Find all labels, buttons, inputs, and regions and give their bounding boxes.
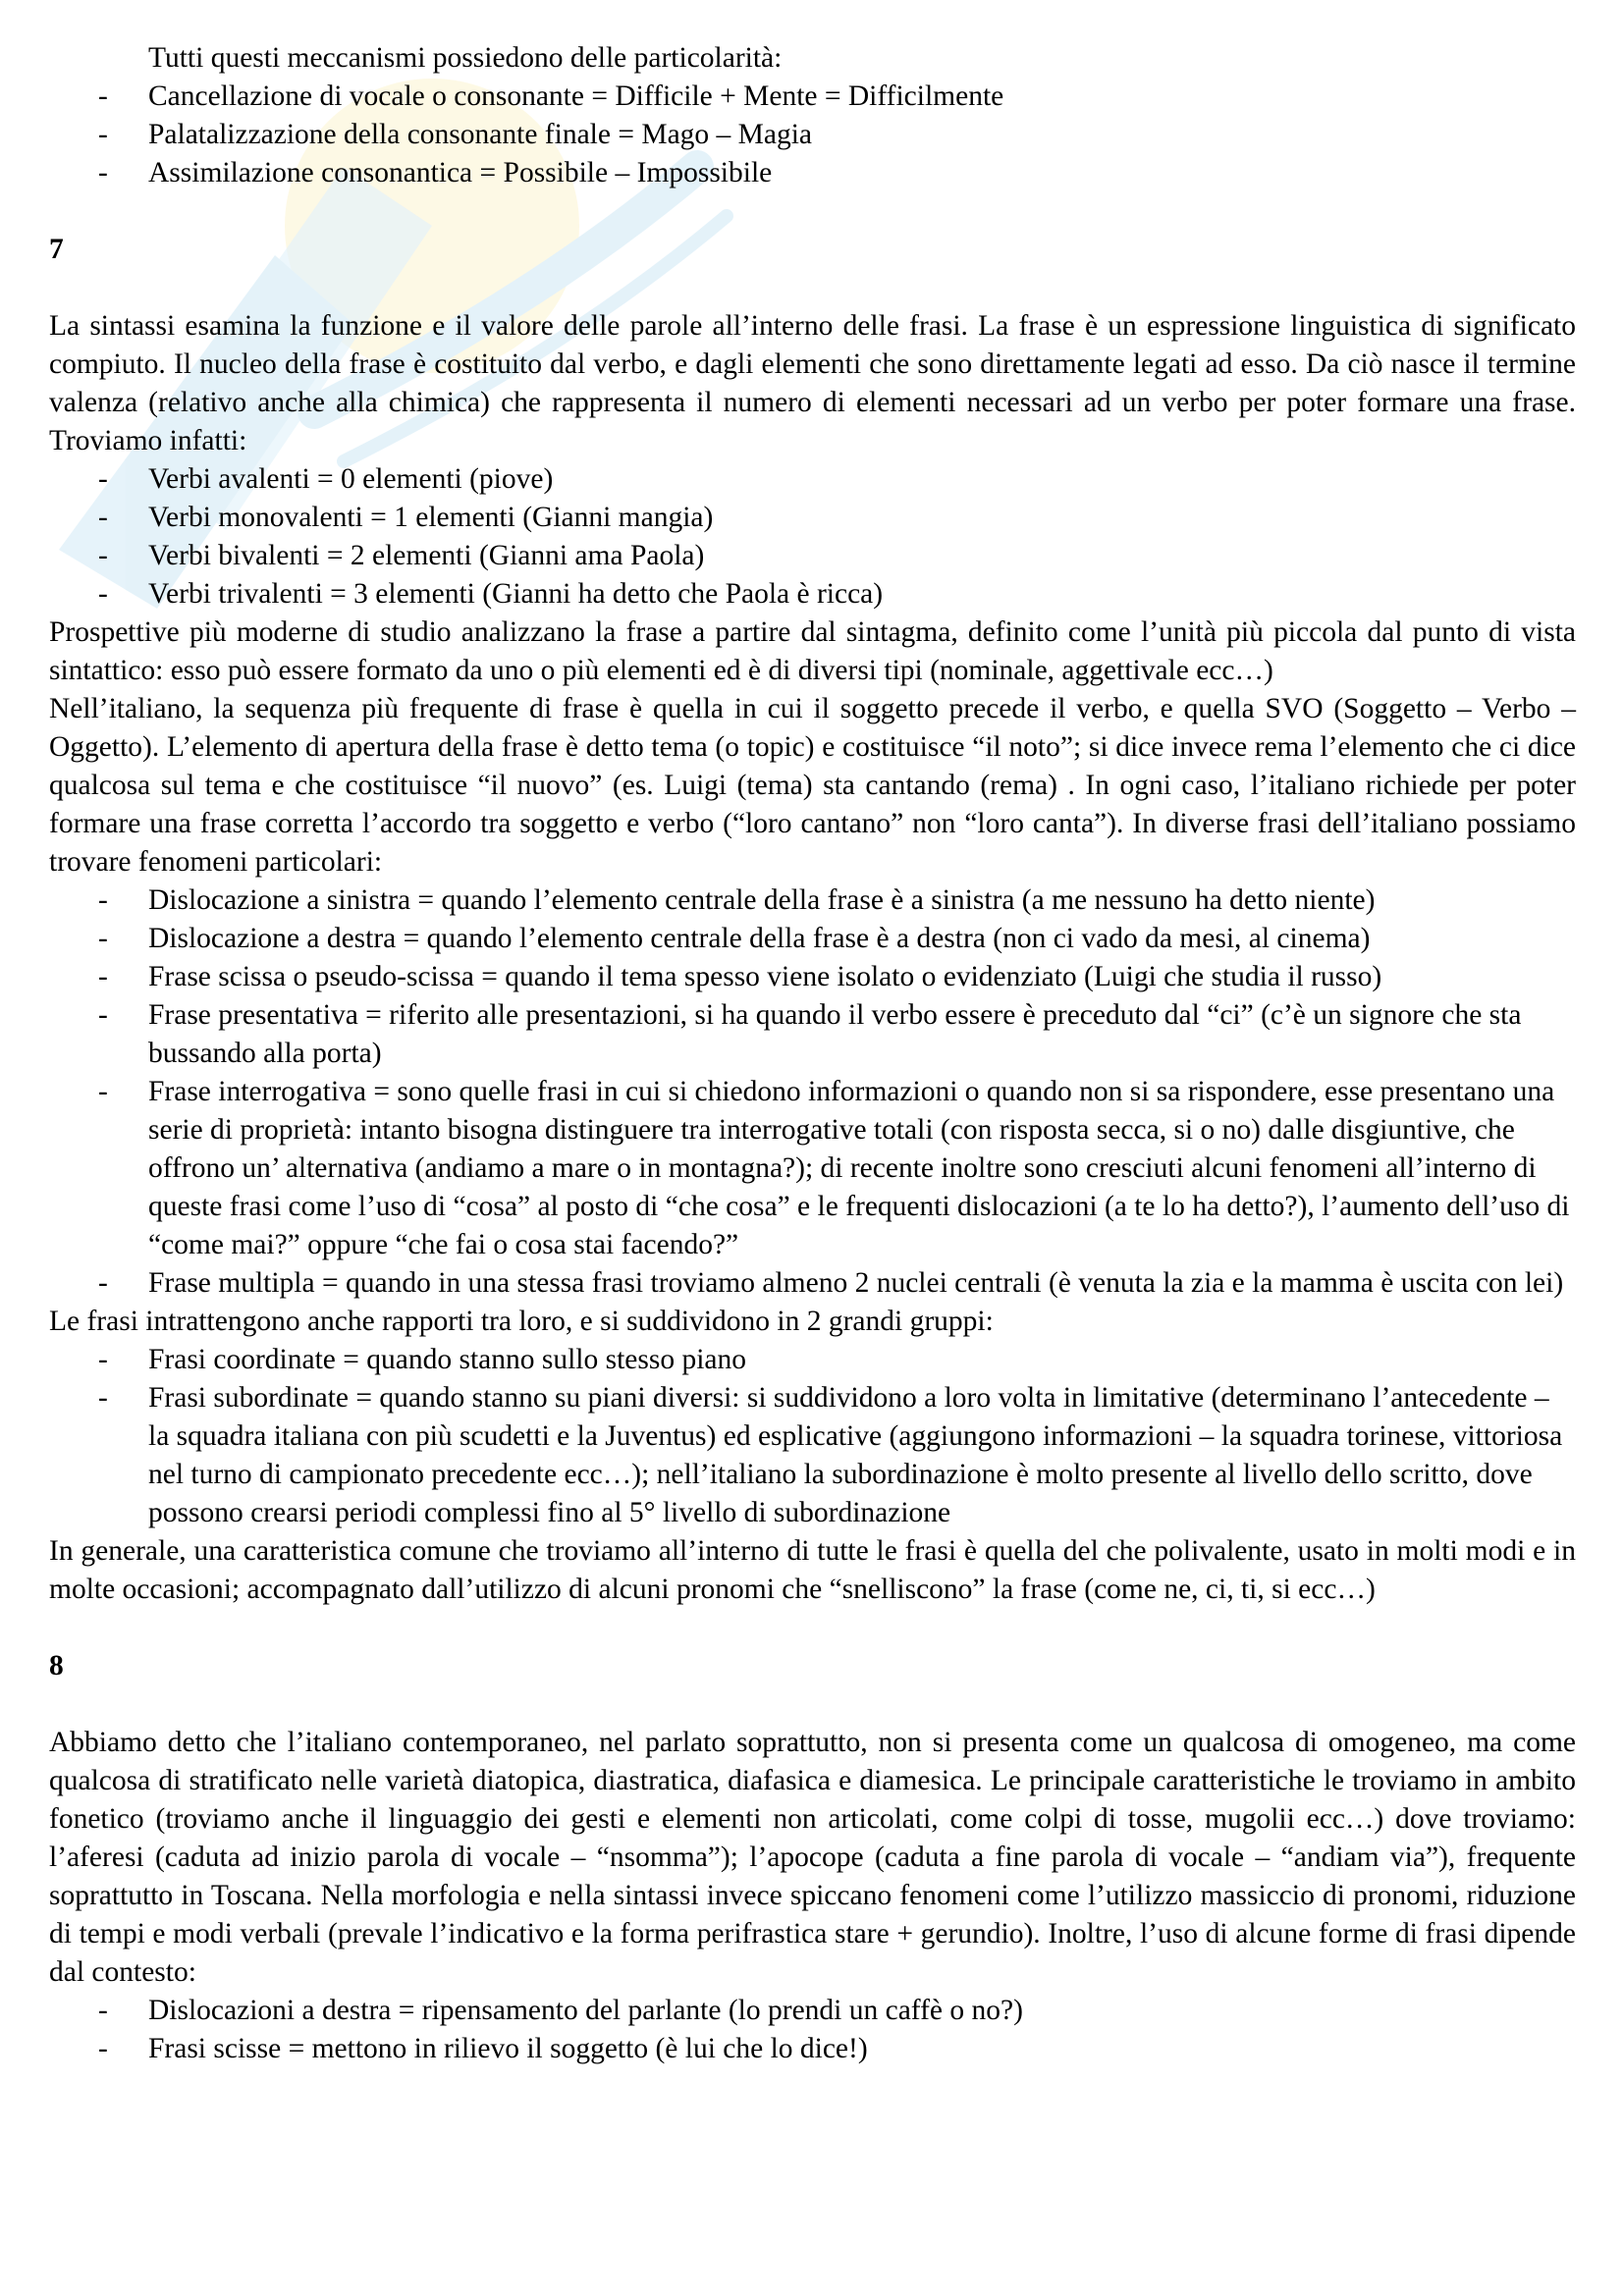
intro-list (49, 78, 1576, 192)
section-8-paragraph: Abbiamo detto che l’italiano contemporaneo, nel parlato soprattutto, non si presenta come un qualcosa di omogeneo, ma come qualcosa di stratificato nelle varietà diatopica, diastratica, diafasica e diamesica. Le principale caratteristiche le troviamo in ambito fonetico (troviamo anche il linguaggio dei gesti e elementi non articolati, come colpi di tosse, mugolii ecc…) dove troviamo: l’aferesi (caduta ad inizio parola di vocale – “nsomma”); l’apocope (caduta a fine parola di vocale – “andiam via”), frequente soprattutto in Toscana. Nella morfologia e nella sintassi invece spiccano fenomeni come l’utilizzo massiccio di pronomi, riduzione di tempi e modi verbali (prevale l’indicativo e la forma perifrastica stare + gerundio). Inoltre, l’uso di alcune forme di frasi dipende dal contesto: (49, 1727, 1576, 1988)
valenze-list (49, 460, 1576, 614)
list-item: - Frasi coordinate = quando stanno sullo stesso piano (98, 1344, 747, 1375)
section-7-paragraph: Prospettive più moderne di studio analizzano la frase a partire dal sintagma, definito come l’unità più piccola dal punto di vista sintattico: esso può essere formato da uno o più elementi ed è di diversi tipi (nominale, aggettivale ecc…) (49, 616, 1576, 686)
section-7-paragraph: In generale, una caratteristica comune che troviamo all’interno di tutte le frasi è quella del che polivalente, usato in molti modi e in molte occasioni; accompagnato dall’utilizzo di alcuni pronomi che “snelliscono” la frase (come ne, ci, ti, si ecc…) (49, 1535, 1576, 1605)
list-item: - Frasi subordinate = quando stanno su piani diversi: si suddividono a loro volta in limitative (determinano l’antecedente – la squadra italiana con più scudetti e la Juventus) ed esplicative (aggiungono informazioni – la squadra torinese, vittoriosa nel turno di campionato precedente ecc…); nell’italiano la subordinazione è molto presente al livello dello scritto, dove possono crearsi periodi complessi fino al 5° livello di subordinazione (98, 1382, 1563, 1528)
list-item: - Verbi avalenti = 0 elementi (piove) (98, 463, 554, 495)
section-7-paragraph: La sintassi esamina la funzione e il valore delle parole all’interno delle frasi. La frase è un espressione linguistica di significato compiuto. Il nucleo della frase è costituito dal verbo, e dagli elementi che sono direttamente legati ad esso. Da ciò nasce il termine valenza (relativo anche alla chimica) che rappresenta il numero di elementi necessari ad un verbo per poter formare una frase. Troviamo infatti: (49, 310, 1576, 456)
section-8-list (49, 1992, 1576, 2068)
list-item: - Verbi monovalenti = 1 elementi (Gianni mangia) (98, 502, 714, 533)
gruppi-list (49, 1341, 1576, 1532)
list-item: - Verbi trivalenti = 3 elementi (Gianni ha detto che Paola è ricca) (98, 578, 884, 610)
list-item: - Frase scissa o pseudo-scissa = quando il tema spesso viene isolato o evidenziato (Luigi che studia il russo) (98, 961, 1382, 992)
list-item: - Dislocazione a destra = quando l’elemento centrale della frase è a destra (non ci vado da mesi, al cinema) (98, 923, 1371, 954)
fenomeni-list (49, 881, 1576, 1303)
list-item: - Dislocazione a sinistra = quando l’elemento centrale della frase è a sinistra (a me nessuno ha detto niente) (98, 884, 1376, 916)
list-item: - Verbi bivalenti = 2 elementi (Gianni ama Paola) (98, 540, 705, 571)
section-7-paragraph: Nell’italiano, la sequenza più frequente di frase è quella in cui il soggetto precede il verbo, e quella SVO (Soggetto – Verbo – Oggetto). L’elemento di apertura della frase è detto tema (o topic) e costituisce “il noto”; si dice invece rema l’elemento che ci dice qualcosa sul tema e che costituisce “il nuovo” (es. Luigi (tema) sta cantando (rema) . In ogni caso, l’italiano richiede per poter formare una frase corretta l’accordo tra soggetto e verbo (“loro cantano” non “loro canta”). In diverse frasi dell’italiano possiamo trovare fenomeni particolari: (49, 693, 1576, 878)
list-item: - Frase multipla = quando in una stessa frasi troviamo almeno 2 nuclei centrali (è venuta la zia e la mamma è uscita con lei) (98, 1267, 1564, 1299)
list-item: - Frase interrogativa = sono quelle frasi in cui si chiedono informazioni o quando non si sa rispondere, esse presentano una serie di proprietà: intanto bisogna distinguere tra interrogative totali (con risposta secca, si o no) dalle disgiuntive, che offrono un’ alternativa (andiamo a mare o in montagna?); di recente inoltre sono cresciuti alcuni fenomeni all’interno di queste frasi come l’uso di “cosa” al posto di “che cosa” e le frequenti dislocazioni (a te lo ha detto?), l’aumento dell’uso di “come mai?” oppure “che fai o cosa stai facendo?” (98, 1076, 1570, 1260)
section-7-heading: 7 (49, 234, 64, 265)
list-item: - Assimilazione consonantica = Possibile – Impossibile (98, 157, 773, 188)
list-item: - Palatalizzazione della consonante finale = Mago – Magia (98, 119, 813, 150)
list-item: - Cancellazione di vocale o consonante = Difficile + Mente = Difficilmente (98, 80, 1004, 112)
section-7-paragraph: Le frasi intrattengono anche rapporti tra loro, e si suddividono in 2 grandi gruppi: (49, 1306, 994, 1337)
list-item: - Frase presentativa = riferito alle presentazioni, si ha quando il verbo essere è preceduto dal “ci” (c’è un signore che sta bussando alla porta) (98, 999, 1522, 1069)
list-item: - Dislocazioni a destra = ripensamento del parlante (lo prendi un caffè o no?) (98, 1995, 1023, 2026)
section-8-heading: 8 (49, 1650, 64, 1682)
list-item: - Frasi scisse = mettono in rilievo il soggetto (è lui che lo dice!) (98, 2033, 868, 2064)
document-page (49, 39, 1576, 2068)
intro-lead: Tutti questi meccanismi possiedono delle particolarità: (148, 42, 783, 74)
